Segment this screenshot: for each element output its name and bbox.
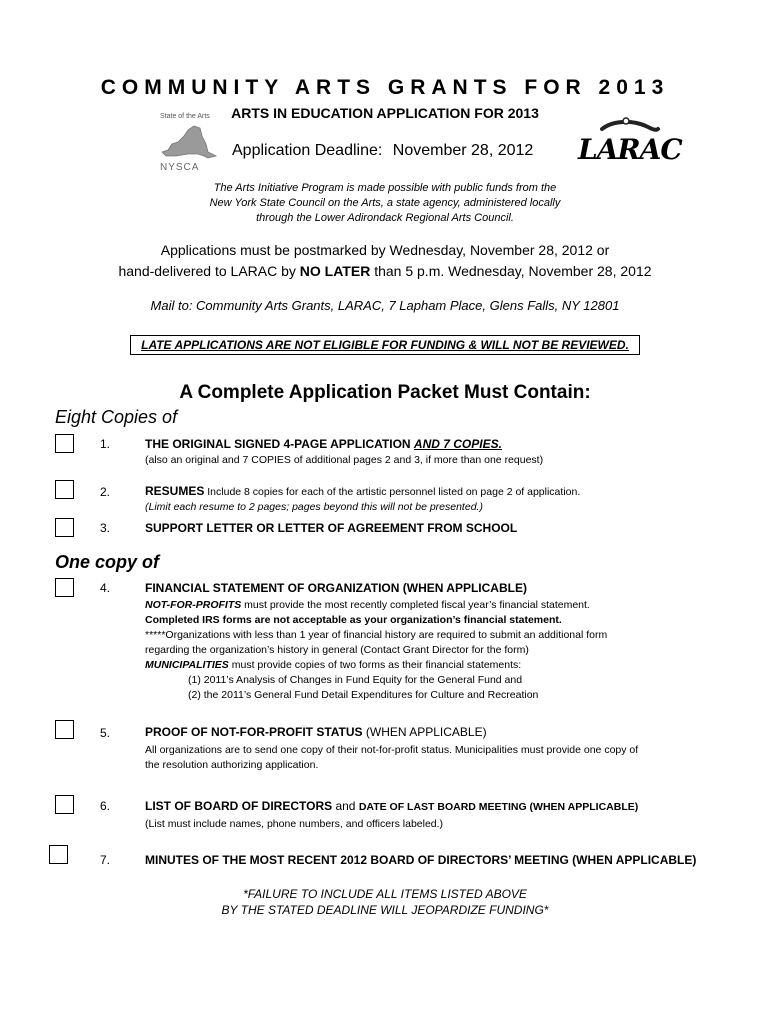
item-6-title-and: and (332, 799, 359, 813)
item-1-title (145, 437, 502, 451)
item-6-body: (List must include names, phone numbers, and officers labeled.) (145, 818, 444, 830)
item-4-nfp-label: NOT-FOR-PROFITS (145, 599, 242, 611)
mail-to-address: Mail to: Community Arts Grants, LARAC, 7 Lapham Place, Glens Falls, NY 12801 (150, 298, 620, 313)
item-7-title: MINUTES OF THE MOST RECENT 2012 BOARD OF DIRECTORS’ MEETING (WHEN APPLICABLE) (145, 853, 697, 867)
postmark-no-later: NO LATER (299, 263, 371, 279)
nysca-caption: State of the Arts (160, 113, 210, 120)
item-5-checkbox[interactable] (55, 720, 74, 739)
item-1-title-text: THE ORIGINAL SIGNED 4-PAGE APPLICATION (145, 437, 414, 451)
item-5-body (145, 743, 638, 773)
failure-warning-line-1: *FAILURE TO INCLUDE ALL ITEMS LISTED ABOVE (243, 887, 527, 901)
item-1-number: 1. (99, 437, 110, 451)
late-applications-notice: LATE APPLICATIONS ARE NOT ELIGIBLE FOR FUNDING & WILL NOT BE REVIEWED. (130, 335, 640, 355)
item-4-muni-label: MUNICIPALITIES (145, 659, 229, 671)
item-6-number: 6. (99, 799, 110, 813)
item-4-title: FINANCIAL STATEMENT OF ORGANIZATION (WHEN APPLICABLE) (145, 581, 527, 595)
item-7-number: 7. (99, 853, 110, 867)
item-3-number: 3. (99, 521, 110, 535)
item-2-body: (Limit each resume to 2 pages; pages beyond this will not be presented.) (145, 501, 483, 513)
item-5-body-line-2: the resolution authorizing application. (145, 759, 319, 771)
item-4-irs-line: Completed IRS forms are not acceptable as your organization’s financial statement. (145, 614, 562, 626)
item-4-checkbox[interactable] (55, 578, 74, 597)
larac-text: LARAC (578, 133, 682, 166)
item-3-title: SUPPORT LETTER OR LETTER OF AGREEMENT FROM SCHOOL (145, 521, 518, 535)
deadline-date: November 28, 2012 (392, 142, 534, 159)
item-4-history-line-2: regarding the organization’s history in general (Contact Grant Director for the form) (145, 644, 529, 656)
item-2-checkbox[interactable] (55, 480, 74, 499)
item-4-number: 4. (99, 581, 110, 595)
item-5-title (145, 725, 487, 739)
item-6-title-text: LIST OF BOARD OF DIRECTORS (145, 799, 333, 813)
item-6-title (145, 799, 638, 813)
deadline-label: Application Deadline: (232, 142, 383, 159)
failure-warning-line-2: BY THE STATED DEADLINE WILL JEOPARDIZE FUNDING* (221, 903, 549, 917)
ny-state-map-icon (158, 122, 218, 162)
postmark-line-2-post: than 5 p.m. Wednesday, November 28, 2012 (370, 263, 652, 279)
larac-logo (572, 115, 682, 175)
item-1-checkbox[interactable] (55, 434, 74, 453)
item-2-number: 2. (99, 485, 110, 499)
item-2-title-text: RESUMES (145, 484, 205, 498)
nysca-logo (156, 113, 226, 175)
item-4-nfp-text: must provide the most recently completed fiscal year’s financial statement. (241, 599, 590, 611)
item-7-checkbox[interactable] (49, 845, 68, 864)
item-4-form-2: (2) the 2011’s General Fund Detail Expenditures for Culture and Recreation (188, 689, 539, 701)
packet-heading: A Complete Application Packet Must Contain: (179, 382, 591, 403)
item-4-muni-line (145, 658, 607, 673)
section-one-copy: One copy of (55, 552, 160, 572)
postmark-line-2-pre: hand-delivered to LARAC by (118, 263, 300, 279)
item-4-body (145, 598, 607, 703)
failure-warning (0, 886, 770, 918)
page-subtitle: ARTS IN EDUCATION APPLICATION FOR 2013 (231, 105, 539, 121)
funding-line-3: through the Lower Adirondack Regional Arts Council. (256, 212, 514, 224)
item-6-title-rest: DATE OF LAST BOARD MEETING (WHEN APPLICABLE) (358, 801, 639, 813)
postmark-line-2 (0, 261, 770, 282)
item-1-body: (also an original and 7 COPIES of additional pages 2 and 3, if more than one request) (145, 454, 544, 466)
page-title: COMMUNITY ARTS GRANTS FOR 2013 (100, 76, 670, 99)
item-2-title (145, 484, 580, 498)
funding-statement (0, 181, 770, 226)
item-3-checkbox[interactable] (55, 518, 74, 537)
item-5-body-line-1: All organizations are to send one copy of their not-for-profit status. Municipalities must provide one copy of (145, 744, 639, 756)
item-5-number: 5. (99, 726, 110, 740)
item-4-history-line-1: *****Organizations with less than 1 year of financial history are required to submit an additional form (145, 629, 608, 641)
item-4-nfp-line (145, 598, 607, 613)
funding-line-2: New York State Council on the Arts, a state agency, administered locally (209, 197, 561, 209)
item-4-muni-text: must provide copies of two forms as their financial statements: (228, 659, 522, 671)
postmark-line-1: Applications must be postmarked by Wednesday, November 28, 2012 or (160, 242, 610, 258)
item-5-title-text: PROOF OF NOT-FOR-PROFIT STATUS (145, 725, 363, 739)
item-4-form-1: (1) 2011’s Analysis of Changes in Fund Equity for the General Fund and (188, 674, 523, 686)
item-1-title-underlined: AND 7 COPIES. (413, 437, 502, 451)
application-deadline (232, 142, 533, 160)
nysca-text: NYSCA (160, 162, 200, 173)
funding-line-1: The Arts Initiative Program is made possible with public funds from the (213, 182, 557, 194)
item-5-title-rest: (WHEN APPLICABLE) (362, 725, 487, 739)
section-eight-copies: Eight Copies of (55, 407, 178, 427)
item-2-title-rest: Include 8 copies for each of the artistic personnel listed on page 2 of application. (204, 486, 581, 498)
postmark-notice (0, 240, 770, 282)
item-6-checkbox[interactable] (55, 795, 74, 814)
